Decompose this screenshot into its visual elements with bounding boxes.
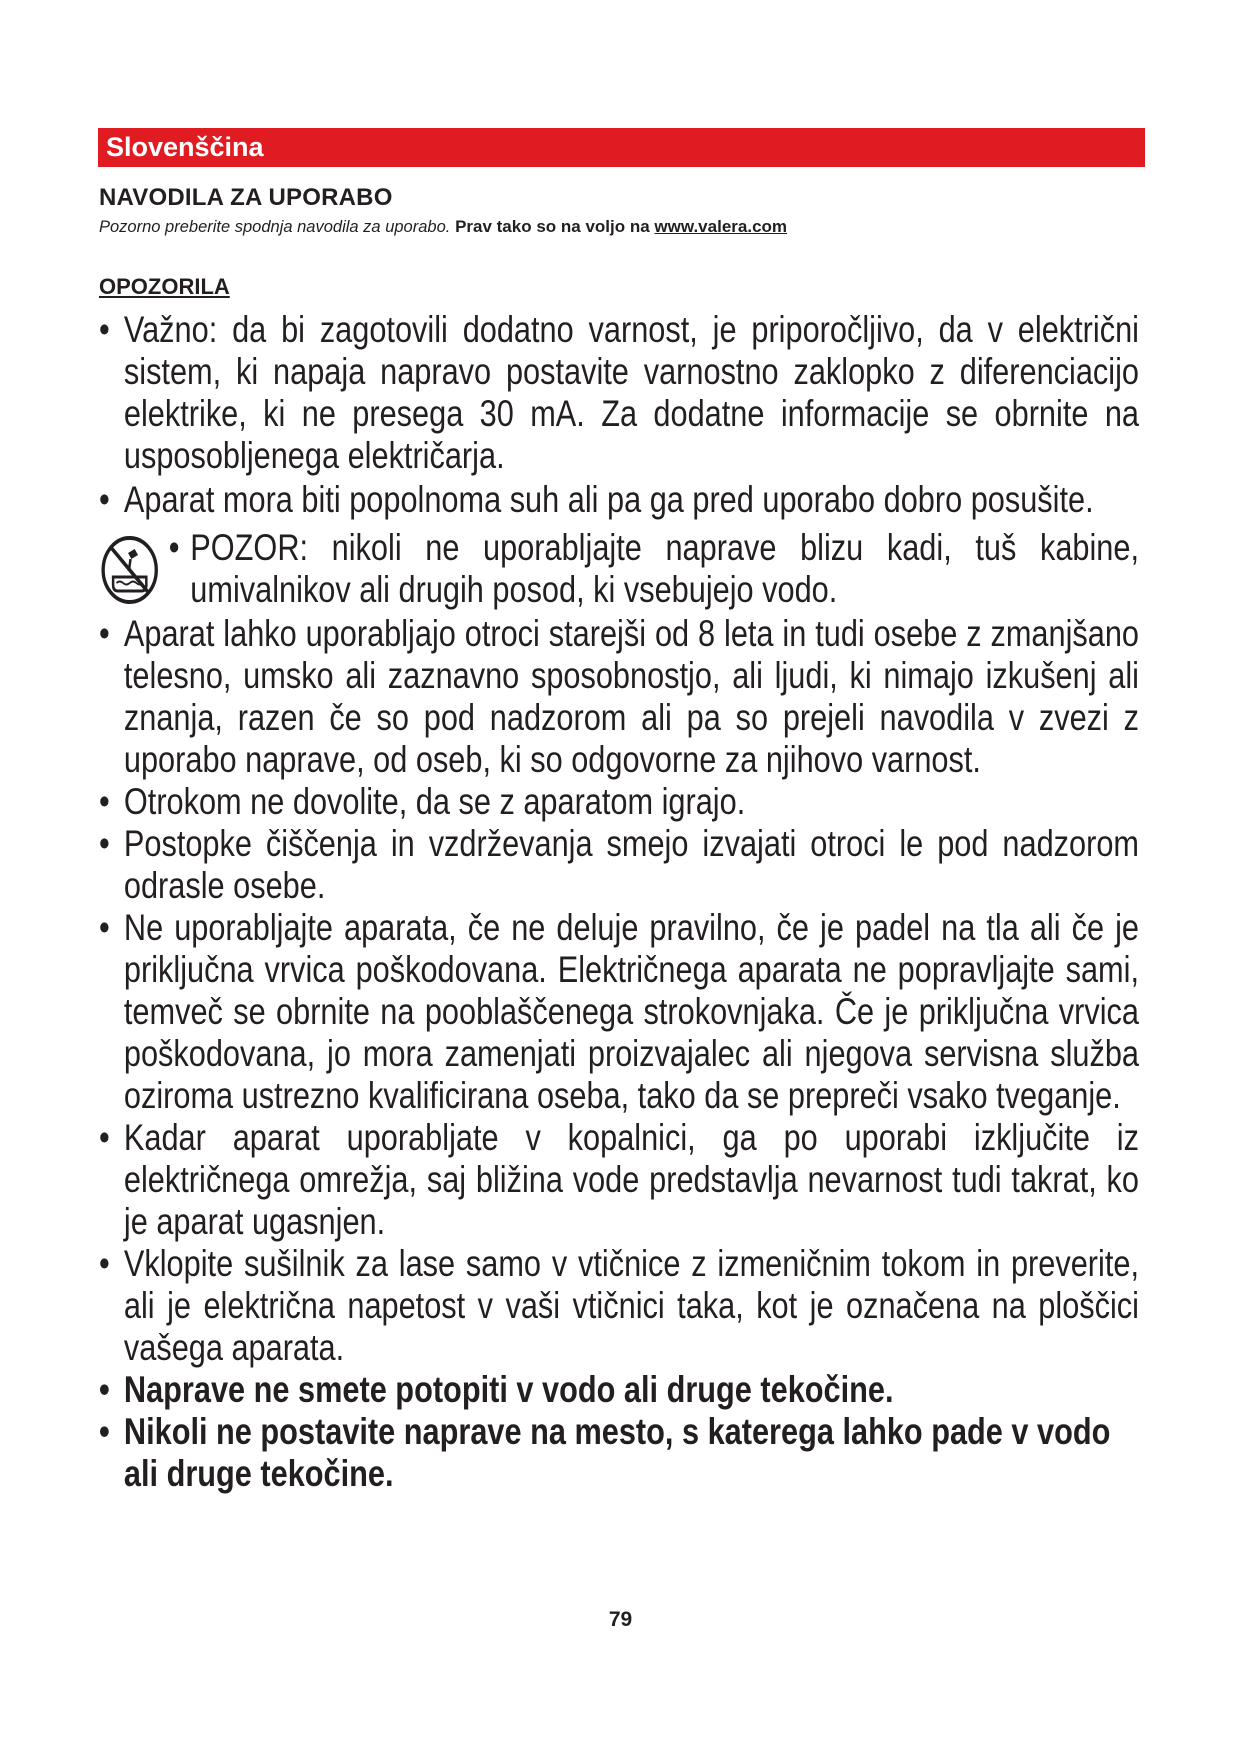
section-heading: OPOZORILA: [99, 274, 230, 299]
bullet: •: [99, 1411, 110, 1452]
language-header-bar: [98, 128, 1145, 167]
warning-text: Otrokom ne dovolite, da se z aparatom igrajo.: [123, 781, 746, 822]
subtitle: [99, 217, 787, 237]
warning-text: POZOR: nikoli ne uporabljajte naprave blizu kadi, tuš kabine, umivalnikov ali drugih posod, ki vsebujejo vodo.: [190, 527, 1139, 610]
warning-item: [99, 823, 1139, 907]
bullet: •: [99, 613, 110, 654]
bullet: •: [99, 1369, 110, 1410]
warning-item: [99, 479, 1139, 521]
warning-text: Važno: da bi zagotovili dodatno varnost, je priporočljivo, da v električni sistem, ki napaja napravo postavite varnostno zaklopko z diferenciacijo elektrike, ki ne presega 30 mA. Za dodatne informacije se obrnite na usposobljenega električarja.: [123, 309, 1139, 476]
warning-text: Aparat mora biti popolnoma suh ali pa ga pred uporabo dobro posušite.: [123, 479, 1094, 520]
bullet: •: [99, 309, 110, 350]
no-bath-water-icon: [99, 533, 160, 607]
bullet: •: [99, 823, 110, 864]
warning-text: Vklopite sušilnik za lase samo v vtičnice z izmeničnim tokom in preverite, ali je električna napetost v vaši vtičnici taka, kot je označena na ploščici vašega aparata.: [123, 1243, 1139, 1368]
warning-text: Postopke čiščenja in vzdrževanja smejo izvajati otroci le pod nadzorom odrasle osebe.: [123, 823, 1139, 906]
subtitle-also: Prav tako so na voljo na: [455, 217, 650, 236]
language-label: Slovenščina: [106, 132, 264, 162]
subtitle-intro: Pozorno preberite spodnja navodila za uporabo.: [99, 218, 451, 236]
document-title: NAVODILA ZA UPORABO: [99, 184, 393, 211]
warning-item: [99, 1243, 1139, 1369]
warning-text: Naprave ne smete potopiti v vodo ali druge tekočine.: [123, 1369, 894, 1410]
warning-item: [99, 1411, 1139, 1495]
warning-text: Ne uporabljajte aparata, če ne deluje pravilno, če je padel na tla ali če je priključna vrvica poškodovana. Električnega aparata ne popravljajte sami, temveč se obrnite na pooblaščenega strokovnjaka. Če je priključna vrvica poškodovana, jo mora zamenjati proizvajalec ali njegova servisna služba oziroma ustrezno kvalificirana oseba, tako da se prepreči vsako tveganje.: [123, 907, 1139, 1116]
bullet: •: [99, 781, 110, 822]
warnings-list: [99, 309, 1139, 1495]
warning-item: [99, 527, 1139, 611]
page-number: 79: [608, 1608, 633, 1631]
warning-text: Aparat lahko uporabljajo otroci starejši od 8 leta in tudi osebe z zmanjšano telesno, umsko ali zaznavno sposobnostjo, ali ljudi, ki nimajo izkušenj ali znanja, razen če so pod nadzorom ali pa so prejeli navodila v zvezi z uporabo naprave, od oseb, ki so odgovorne za njihovo varnost.: [123, 613, 1139, 780]
warning-item: [99, 907, 1139, 1117]
warning-text: Kadar aparat uporabljate v kopalnici, ga po uporabi izključite iz električnega omrežja, saj bližina vode predstavlja nevarnost tudi takrat, ko je aparat ugasnjen.: [123, 1117, 1139, 1242]
bullet: •: [168, 527, 180, 568]
warning-item: [99, 1369, 1139, 1411]
warning-item: [99, 309, 1139, 477]
bullet: •: [99, 907, 110, 948]
bullet: •: [99, 479, 110, 520]
website-link[interactable]: www.valera.com: [654, 217, 788, 236]
bullet: •: [99, 1243, 110, 1284]
warning-text: Nikoli ne postavite naprave na mesto, s katerega lahko pade v vodo ali druge tekočine.: [123, 1411, 1111, 1494]
warning-item: [99, 613, 1139, 781]
warning-item: [99, 781, 1139, 823]
warning-item: [99, 1117, 1139, 1243]
bullet: •: [99, 1117, 110, 1158]
